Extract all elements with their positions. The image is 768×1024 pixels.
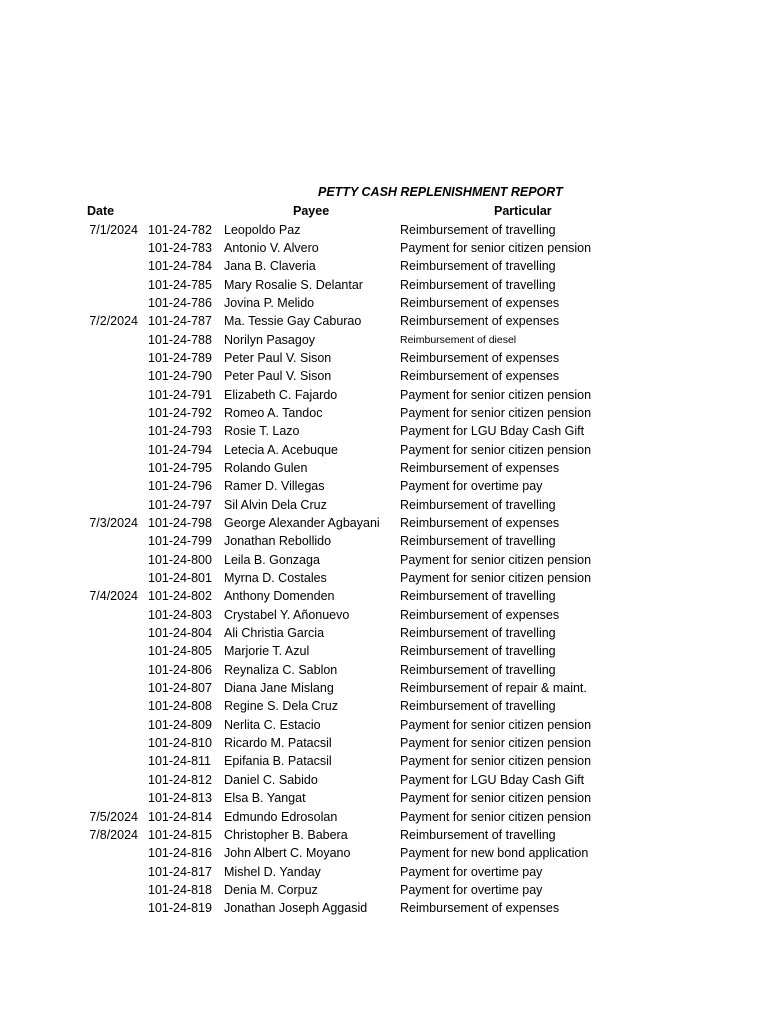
row-reference-number: 101-24-787 bbox=[148, 314, 212, 329]
row-payee: Christopher B. Babera bbox=[224, 827, 348, 842]
table-row bbox=[0, 826, 768, 844]
row-reference-number: 101-24-803 bbox=[148, 607, 212, 622]
row-particular: Reimbursement of expenses bbox=[400, 314, 560, 329]
row-reference-number: 101-24-791 bbox=[148, 387, 212, 402]
row-particular: Reimbursement of travelling bbox=[400, 626, 556, 641]
table-row bbox=[0, 899, 768, 917]
row-particular: Reimbursement of diesel bbox=[400, 333, 517, 346]
row-payee: John Albert C. Moyano bbox=[224, 846, 351, 861]
row-reference-number: 101-24-811 bbox=[148, 754, 212, 769]
row-reference-number: 101-24-815 bbox=[148, 827, 212, 842]
table-row bbox=[0, 441, 768, 459]
row-particular: Reimbursement of expenses bbox=[400, 460, 560, 475]
row-particular: Reimbursement of expenses bbox=[400, 901, 560, 916]
row-payee: Ricardo M. Patacsil bbox=[224, 736, 332, 751]
row-reference-number: 101-24-789 bbox=[148, 350, 212, 365]
row-payee: Daniel C. Sabido bbox=[224, 772, 318, 787]
row-reference-number: 101-24-813 bbox=[148, 791, 212, 806]
row-reference-number: 101-24-785 bbox=[148, 277, 212, 292]
row-reference-number: 101-24-793 bbox=[148, 424, 212, 439]
row-payee: Jovina P. Melido bbox=[224, 295, 315, 310]
table-row bbox=[0, 789, 768, 807]
header-date: Date bbox=[87, 204, 115, 218]
row-particular: Payment for LGU Bday Cash Gift bbox=[400, 424, 585, 439]
row-reference-number: 101-24-796 bbox=[148, 479, 212, 494]
table-row bbox=[0, 734, 768, 752]
table-row bbox=[0, 569, 768, 587]
row-reference-number: 101-24-794 bbox=[148, 442, 212, 457]
row-payee: Edmundo Edrosolan bbox=[224, 809, 338, 824]
table-row bbox=[0, 514, 768, 532]
row-payee: Ma. Tessie Gay Caburao bbox=[224, 314, 362, 329]
row-date: 7/5/2024 bbox=[89, 809, 138, 824]
row-particular: Payment for senior citizen pension bbox=[400, 809, 592, 824]
row-date: 7/1/2024 bbox=[89, 222, 138, 237]
row-particular: Reimbursement of repair & maint. bbox=[400, 681, 587, 696]
table-row bbox=[0, 808, 768, 826]
table-row bbox=[0, 863, 768, 881]
row-particular: Reimbursement of travelling bbox=[400, 534, 556, 549]
row-date: 7/2/2024 bbox=[89, 314, 138, 329]
row-reference-number: 101-24-795 bbox=[148, 460, 212, 475]
row-payee: Regine S. Dela Cruz bbox=[224, 699, 338, 714]
row-payee: Anthony Domenden bbox=[224, 589, 335, 604]
row-reference-number: 101-24-817 bbox=[148, 864, 212, 879]
row-particular: Reimbursement of travelling bbox=[400, 589, 556, 604]
table-row bbox=[0, 679, 768, 697]
row-reference-number: 101-24-804 bbox=[148, 626, 212, 641]
row-particular: Reimbursement of travelling bbox=[400, 497, 556, 512]
row-date: 7/3/2024 bbox=[89, 516, 138, 530]
row-particular: Reimbursement of expenses bbox=[400, 369, 560, 384]
row-payee: Leila B. Gonzaga bbox=[224, 552, 320, 567]
row-particular: Reimbursement of expenses bbox=[400, 607, 560, 622]
row-particular: Payment for senior citizen pension bbox=[400, 387, 592, 402]
table-row bbox=[0, 771, 768, 789]
row-payee: Diana Jane Mislang bbox=[224, 681, 334, 696]
table-row bbox=[0, 496, 768, 514]
row-payee: Crystabel Y. Añonuevo bbox=[224, 607, 350, 622]
table-row bbox=[0, 661, 768, 679]
row-reference-number: 101-24-790 bbox=[148, 369, 212, 384]
row-particular: Reimbursement of travelling bbox=[400, 662, 556, 677]
row-reference-number: 101-24-805 bbox=[148, 644, 212, 659]
table-row bbox=[0, 312, 768, 330]
row-particular: Payment for senior citizen pension bbox=[400, 442, 592, 457]
row-reference-number: 101-24-818 bbox=[148, 882, 212, 897]
row-payee: Denia M. Corpuz bbox=[224, 882, 318, 897]
row-reference-number: 101-24-797 bbox=[148, 497, 212, 512]
row-particular: Payment for senior citizen pension bbox=[400, 240, 592, 255]
table-row bbox=[0, 642, 768, 660]
row-payee: Jana B. Claveria bbox=[224, 259, 316, 274]
table-body bbox=[0, 221, 768, 918]
row-payee: Jonathan Rebollido bbox=[224, 534, 332, 549]
row-reference-number: 101-24-786 bbox=[148, 295, 212, 310]
row-payee: Mary Rosalie S. Delantar bbox=[224, 277, 363, 292]
table-row bbox=[0, 294, 768, 312]
table-row bbox=[0, 752, 768, 770]
row-reference-number: 101-24-807 bbox=[148, 681, 212, 696]
row-reference-number: 101-24-814 bbox=[148, 809, 212, 824]
report-title: PETTY CASH REPLENISHMENT REPORT bbox=[318, 185, 563, 199]
row-payee: Nerlita C. Estacio bbox=[224, 717, 321, 732]
row-reference-number: 101-24-798 bbox=[148, 516, 212, 530]
table-row bbox=[0, 716, 768, 734]
row-payee: Ramer D. Villegas bbox=[224, 479, 325, 494]
row-particular: Payment for senior citizen pension bbox=[400, 571, 592, 586]
row-reference-number: 101-24-792 bbox=[148, 405, 212, 420]
row-payee: Peter Paul V. Sison bbox=[224, 350, 332, 365]
row-date: 7/4/2024 bbox=[89, 589, 138, 604]
row-particular: Reimbursement of expenses bbox=[400, 295, 560, 310]
table-header bbox=[0, 202, 768, 220]
row-reference-number: 101-24-800 bbox=[148, 552, 212, 567]
row-payee: Jonathan Joseph Aggasid bbox=[224, 901, 368, 916]
row-payee: Sil Alvin Dela Cruz bbox=[224, 497, 327, 512]
row-payee: Letecia A. Acebuque bbox=[224, 442, 338, 457]
row-reference-number: 101-24-810 bbox=[148, 736, 212, 751]
row-payee: Mishel D. Yanday bbox=[224, 864, 321, 879]
row-reference-number: 101-24-812 bbox=[148, 772, 212, 787]
row-particular: Reimbursement of travelling bbox=[400, 277, 556, 292]
table-row bbox=[0, 404, 768, 422]
table-row bbox=[0, 477, 768, 495]
header-payee: Payee bbox=[293, 204, 330, 218]
row-particular: Reimbursement of travelling bbox=[400, 827, 556, 842]
table-row bbox=[0, 386, 768, 404]
table-row bbox=[0, 606, 768, 624]
row-payee: Epifania B. Patacsil bbox=[224, 754, 332, 769]
row-particular: Reimbursement of expenses bbox=[400, 516, 560, 530]
row-particular: Payment for overtime pay bbox=[400, 882, 543, 897]
row-particular: Payment for overtime pay bbox=[400, 864, 543, 879]
row-particular: Reimbursement of expenses bbox=[400, 350, 560, 365]
row-particular: Payment for senior citizen pension bbox=[400, 736, 592, 751]
row-reference-number: 101-24-816 bbox=[148, 846, 212, 861]
table-row bbox=[0, 881, 768, 899]
row-reference-number: 101-24-809 bbox=[148, 717, 212, 732]
row-date: 7/8/2024 bbox=[89, 827, 138, 842]
table-row bbox=[0, 221, 768, 239]
row-particular: Payment for new bond application bbox=[400, 846, 589, 861]
row-reference-number: 101-24-782 bbox=[148, 222, 212, 237]
row-payee: Norilyn Pasagoy bbox=[224, 332, 316, 347]
row-payee: Marjorie T. Azul bbox=[224, 644, 310, 659]
row-reference-number: 101-24-788 bbox=[148, 332, 212, 347]
header-particular: Particular bbox=[494, 204, 552, 218]
row-payee: George Alexander Agbayani bbox=[224, 516, 380, 530]
row-particular: Payment for senior citizen pension bbox=[400, 717, 592, 732]
row-particular: Payment for senior citizen pension bbox=[400, 754, 592, 769]
row-payee: Reynaliza C. Sablon bbox=[224, 662, 338, 677]
table-row bbox=[0, 367, 768, 385]
row-reference-number: 101-24-783 bbox=[148, 240, 212, 255]
table-row bbox=[0, 697, 768, 715]
table-row bbox=[0, 257, 768, 275]
table-row bbox=[0, 422, 768, 440]
row-particular: Payment for overtime pay bbox=[400, 479, 543, 494]
row-reference-number: 101-24-801 bbox=[148, 571, 212, 586]
row-payee: Elsa B. Yangat bbox=[224, 791, 306, 806]
table-row bbox=[0, 532, 768, 550]
row-particular: Payment for senior citizen pension bbox=[400, 791, 592, 806]
row-payee: Romeo A. Tandoc bbox=[224, 405, 323, 420]
row-particular: Reimbursement of travelling bbox=[400, 699, 556, 714]
row-particular: Payment for senior citizen pension bbox=[400, 405, 592, 420]
table-row bbox=[0, 276, 768, 294]
row-particular: Reimbursement of travelling bbox=[400, 259, 556, 274]
row-reference-number: 101-24-799 bbox=[148, 534, 212, 549]
row-particular: Reimbursement of travelling bbox=[400, 222, 556, 237]
table-row bbox=[0, 331, 768, 349]
table-row bbox=[0, 844, 768, 862]
row-payee: Ali Christia Garcia bbox=[224, 626, 325, 641]
row-payee: Rolando Gulen bbox=[224, 460, 308, 475]
table-row bbox=[0, 239, 768, 257]
row-reference-number: 101-24-806 bbox=[148, 662, 212, 677]
row-particular: Payment for senior citizen pension bbox=[400, 552, 592, 567]
table-row bbox=[0, 459, 768, 477]
row-particular: Payment for LGU Bday Cash Gift bbox=[400, 772, 585, 787]
table-row bbox=[0, 587, 768, 605]
row-reference-number: 101-24-802 bbox=[148, 589, 212, 604]
table-row bbox=[0, 551, 768, 569]
row-reference-number: 101-24-784 bbox=[148, 259, 212, 274]
row-payee: Peter Paul V. Sison bbox=[224, 369, 332, 384]
row-payee: Myrna D. Costales bbox=[224, 571, 327, 586]
row-particular: Reimbursement of travelling bbox=[400, 644, 556, 659]
row-payee: Elizabeth C. Fajardo bbox=[224, 387, 338, 402]
row-payee: Leopoldo Paz bbox=[224, 222, 301, 237]
table-row bbox=[0, 624, 768, 642]
row-payee: Rosie T. Lazo bbox=[224, 424, 300, 439]
row-reference-number: 101-24-808 bbox=[148, 699, 212, 714]
table-row bbox=[0, 349, 768, 367]
row-reference-number: 101-24-819 bbox=[148, 901, 212, 916]
row-payee: Antonio V. Alvero bbox=[224, 240, 319, 255]
